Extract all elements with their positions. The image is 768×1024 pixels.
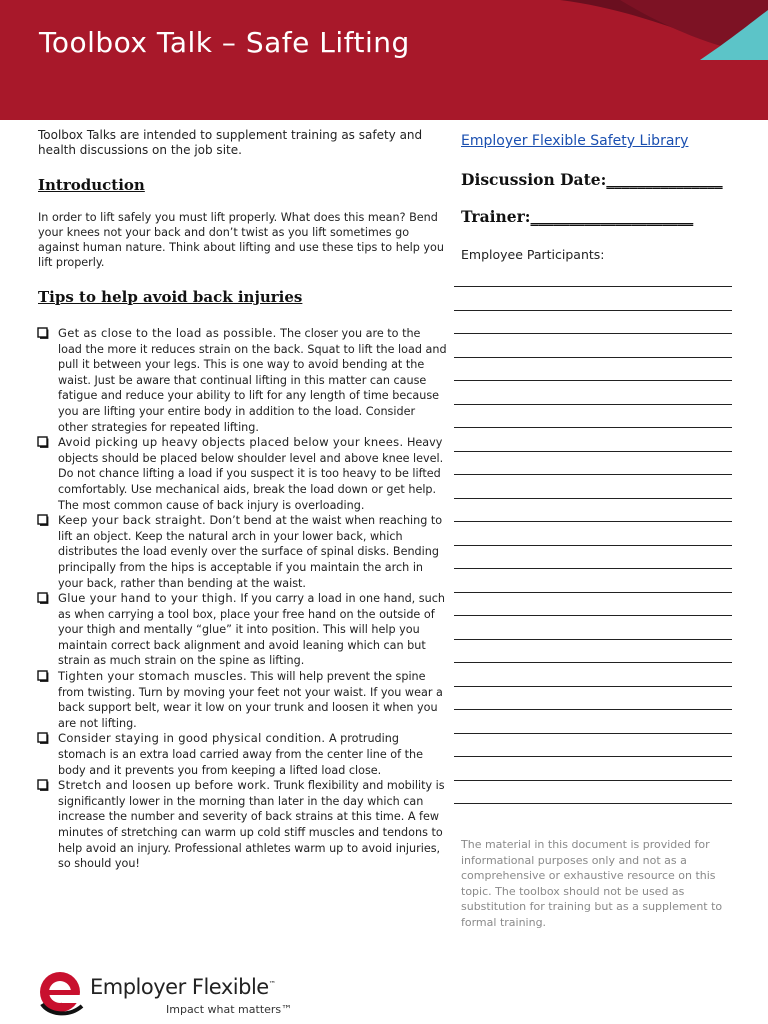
participant-line[interactable] (454, 756, 732, 757)
participant-line[interactable] (454, 286, 732, 287)
participant-line[interactable] (454, 615, 732, 616)
logo-e-icon (38, 966, 88, 1016)
tips-heading: Tips to help avoid back injuries (38, 288, 303, 306)
participant-line[interactable] (454, 521, 732, 522)
tip-lead: Keep your back straight. (58, 513, 206, 528)
participant-line[interactable] (454, 357, 732, 358)
tip-text: Trunk flexibility and mobility is significantly lower in the morning than later in the day which can increase the number and severity of back strains at this time. A few minutes of stretching can warm up cold stiff muscles and tendons to help avoid an injury. Professional athletes warm up to avoid injuries, so should you! (58, 779, 445, 871)
left-column (38, 128, 447, 871)
tip-lead: Tighten your stomach muscles. (58, 669, 247, 684)
introduction-text: In order to lift safely you must lift properly. What does this mean? Bend your knees not your back and don’t twist as you lift sometimes go against human nature. Think about lifting and use these tips to help you lift properly. (38, 211, 444, 269)
tip-lead: Glue your hand to your thigh. (58, 591, 237, 606)
checkbox-icon (37, 779, 49, 791)
checkbox-icon (37, 592, 49, 604)
intro-note: Toolbox Talks are intended to supplement training as safety and health discussions on the job site. (38, 128, 423, 157)
tips-list (35, 326, 447, 872)
tip-text: Don’t bend at the waist when reaching to lift an object. Keep the natural arch in your lower back, which distributes the load evenly over the surface of spinal disks. Bending principally from the hips is acceptable if you maintain the arch in your back, rather than bending at the waist. (58, 514, 443, 590)
checkbox-icon (37, 436, 49, 448)
tip-item (35, 731, 447, 778)
checkbox-icon (37, 670, 49, 682)
participant-line[interactable] (454, 333, 732, 334)
participant-line[interactable] (454, 545, 732, 546)
header-background (0, 0, 768, 120)
checkbox-icon (37, 732, 49, 744)
tip-item (35, 778, 447, 872)
tip-lead: Stretch and loosen up before work. (58, 778, 271, 793)
tip-text: This will help prevent the spine from twisting. Turn by moving your feet not your waist. If you wear a back support belt, wear it low on your trunk and loosen it when you are not lifting. (58, 670, 443, 730)
tip-text: The closer you are to the load the more it reduces strain on the back. Squat to lift the load and pull it between your legs. This is one way to avoid bending at the waist. Just be aware that continual lifting in this matter can cause fatigue and reduce your ability to lift for any length of time because you are lifting your entire body in addition to the load. Consider other strategies for repeated lifting. (58, 327, 447, 434)
brand-name-text: Employer Flexible (90, 975, 269, 999)
participant-line[interactable] (454, 427, 732, 428)
discussion-date-blank[interactable]: _______________ (606, 170, 723, 189)
brand-tagline: Impact what matters™ (166, 1003, 293, 1016)
participant-line[interactable] (454, 639, 732, 640)
participant-line[interactable] (454, 404, 732, 405)
header-banner (0, 0, 768, 120)
tip-text: Heavy objects should be placed below shoulder level and above knee level. Do not chance lifting a load if you suspect it is too heavy to be lifted comfortably. Use mechanical aids, break the load down or get help. The most common cause of back injury is overloading. (58, 436, 444, 512)
tip-item (35, 513, 447, 591)
trainer-blank[interactable]: _____________________ (530, 207, 694, 226)
tip-text: If you carry a load in one hand, such as when carrying a tool box, place your free hand on the outside of your thigh and mentally “glue” it into position. This will help you maintain correct back alignment and avoid leaning which can but strain as much strain on the spine as lifting. (58, 592, 445, 668)
participant-line[interactable] (454, 733, 732, 734)
participant-lines (454, 286, 732, 827)
participant-line[interactable] (454, 310, 732, 311)
participant-line[interactable] (454, 780, 732, 781)
tip-lead: Avoid picking up heavy objects placed below your knees. (58, 435, 404, 450)
participant-line[interactable] (454, 662, 732, 663)
discussion-date-field (461, 170, 723, 189)
tip-item (35, 435, 447, 513)
tip-item (35, 669, 447, 731)
brand-trademark: ™ (268, 980, 276, 988)
tip-item (35, 326, 447, 435)
participant-line[interactable] (454, 686, 732, 687)
introduction-heading: Introduction (38, 176, 145, 194)
discussion-date-label: Discussion Date: (461, 170, 607, 189)
participant-line[interactable] (454, 498, 732, 499)
tip-lead: Consider staying in good physical condition. (58, 731, 326, 746)
trainer-label: Trainer: (461, 207, 531, 226)
page-title: Toolbox Talk – Safe Lifting (39, 26, 410, 59)
tip-lead: Get as close to the load as possible. (58, 326, 277, 340)
tip-item (35, 591, 447, 669)
checkbox-icon (37, 327, 49, 339)
participants-label: Employee Participants: (461, 247, 605, 262)
right-column (461, 130, 741, 262)
participant-line[interactable] (454, 474, 732, 475)
participant-line[interactable] (454, 568, 732, 569)
disclaimer-text: The material in this document is provided for informational purposes only and not as a comprehensive or exhaustive resource on this topic. The toolbox should not be used as substitution for training but as a supplement to formal training. (461, 838, 723, 929)
participant-line[interactable] (454, 803, 732, 804)
participant-line[interactable] (454, 709, 732, 710)
participant-line[interactable] (454, 451, 732, 452)
trainer-field (461, 207, 693, 226)
participant-line[interactable] (454, 592, 732, 593)
brand-name (90, 975, 275, 999)
employer-flexible-logo (38, 966, 298, 1020)
checkbox-icon (37, 514, 49, 526)
participant-line[interactable] (454, 380, 732, 381)
tip-text: A protruding stomach is an extra load carried away from the center line of the body and it prevents you from keeping a lifted load close. (58, 732, 423, 777)
safety-library-link[interactable]: Employer Flexible Safety Library (461, 133, 689, 149)
